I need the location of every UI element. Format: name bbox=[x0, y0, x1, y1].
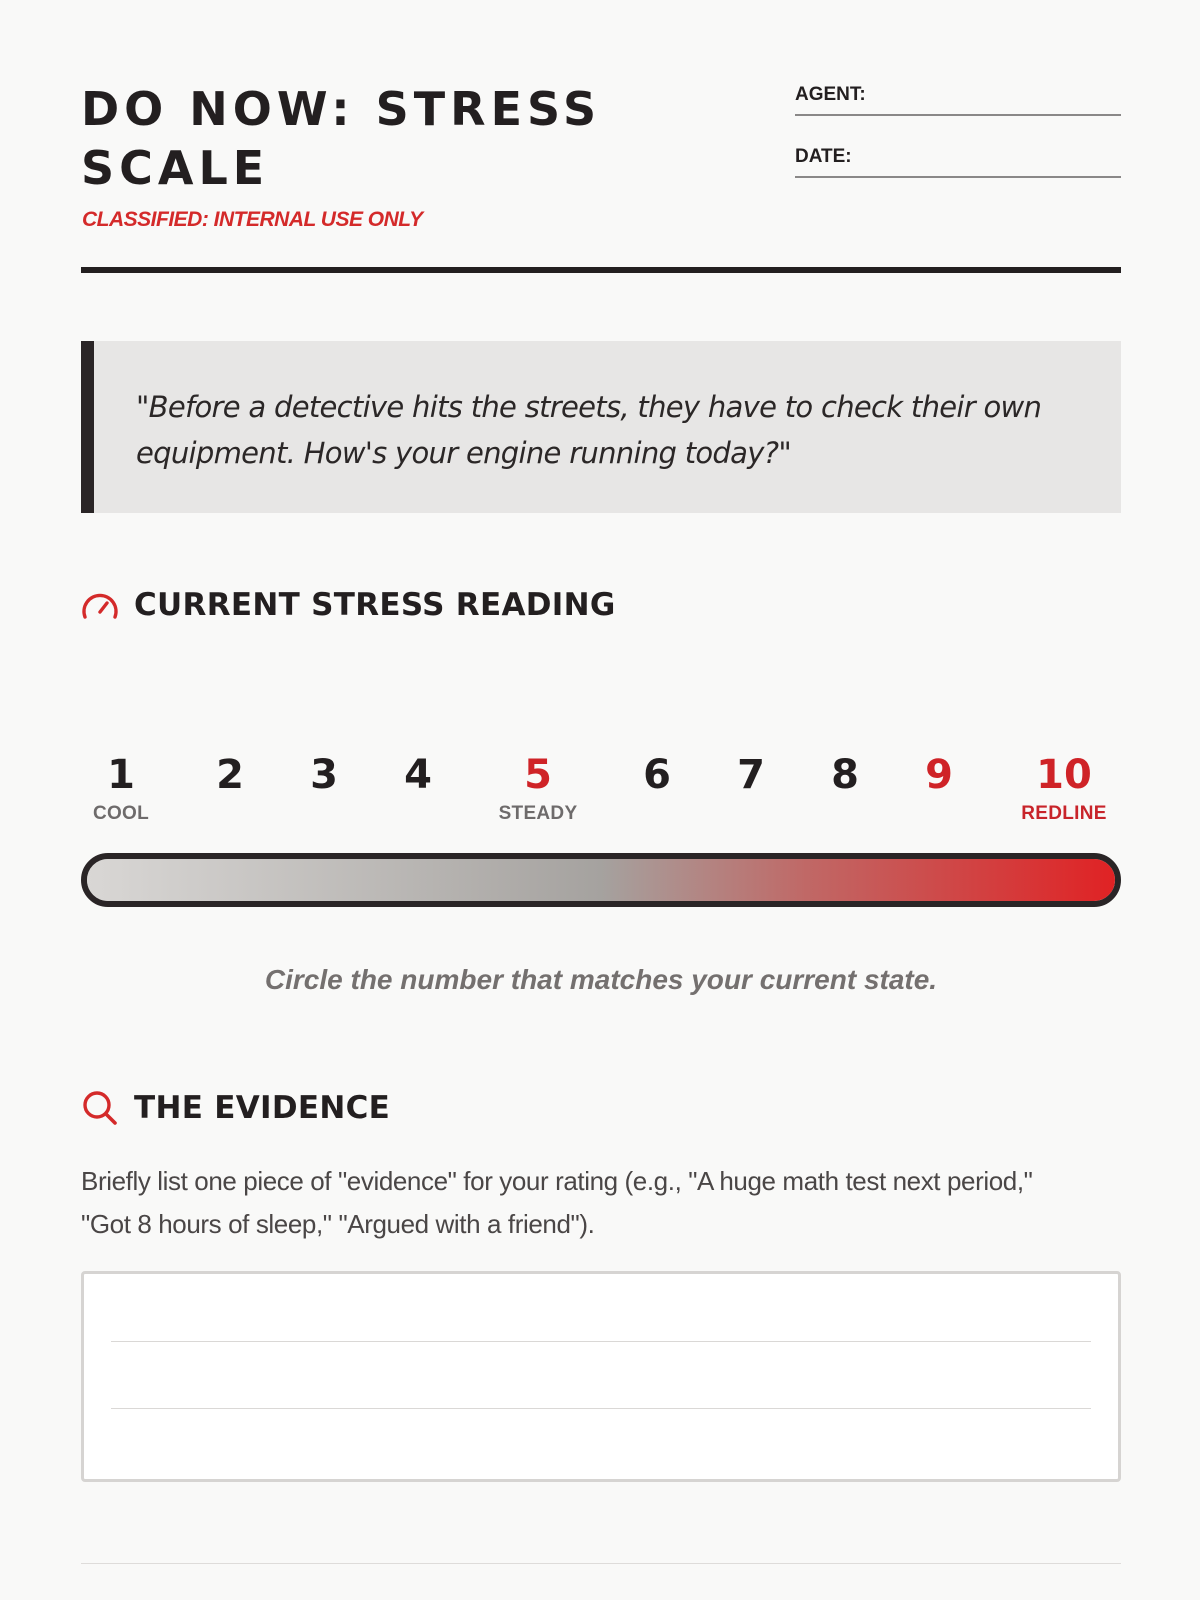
magnifier-icon bbox=[81, 1089, 119, 1127]
evidence-heading bbox=[81, 1088, 390, 1128]
worksheet-header bbox=[81, 80, 1121, 275]
scale-option-4[interactable] bbox=[358, 750, 478, 800]
stress-scale-numbers bbox=[81, 750, 1121, 830]
evidence-prompt: Briefly list one piece of "evidence" for your rating (e.g., "A huge math test next period," "Got 8 hours of sleep," "Argued with a friend"). bbox=[81, 1166, 1033, 1239]
scale-option-9[interactable] bbox=[879, 750, 999, 800]
scale-number: 4 bbox=[404, 752, 432, 798]
scale-caption-cool: COOL bbox=[92, 803, 150, 824]
header-divider bbox=[81, 267, 1121, 273]
quote-text: "Before a detective hits the streets, they have to check their own equipment. How's your engine running today?" bbox=[136, 390, 1042, 470]
scale-option-10[interactable] bbox=[1004, 750, 1124, 826]
agent-field[interactable] bbox=[795, 80, 1121, 116]
scale-caption-steady: STEADY bbox=[498, 803, 578, 824]
footer-divider bbox=[81, 1563, 1121, 1564]
scale-number: 10 bbox=[1036, 752, 1092, 798]
scale-instruction: Circle the number that matches your current state. bbox=[264, 964, 938, 995]
scale-number: 2 bbox=[216, 752, 244, 798]
scale-number: 8 bbox=[831, 752, 859, 798]
scale-number: 6 bbox=[643, 752, 671, 798]
evidence-heading-label: THE EVIDENCE bbox=[134, 1090, 391, 1126]
scale-number: 7 bbox=[737, 752, 765, 798]
scale-caption-redline: REDLINE bbox=[1021, 803, 1107, 824]
scale-option-5[interactable] bbox=[478, 750, 598, 826]
stress-reading-heading-label: CURRENT STRESS READING bbox=[134, 587, 616, 623]
scale-number: 9 bbox=[925, 752, 953, 798]
date-field[interactable] bbox=[795, 142, 1121, 178]
page-title: DO NOW: STRESS SCALE bbox=[81, 82, 602, 195]
scale-number: 5 bbox=[524, 752, 552, 798]
classification-label: CLASSIFIED: INTERNAL USE ONLY bbox=[82, 208, 423, 231]
stress-gauge-fill bbox=[87, 859, 1115, 901]
stress-reading-heading bbox=[81, 585, 616, 625]
answer-line bbox=[111, 1408, 1091, 1409]
agent-date-fields bbox=[795, 80, 1121, 204]
scale-number: 1 bbox=[107, 752, 135, 798]
agent-label: AGENT: bbox=[795, 84, 866, 105]
scale-option-1[interactable] bbox=[61, 750, 181, 826]
gauge-icon bbox=[81, 586, 119, 624]
scale-number: 3 bbox=[310, 752, 338, 798]
evidence-answer-box[interactable] bbox=[81, 1271, 1121, 1482]
date-label: DATE: bbox=[795, 146, 852, 167]
stress-gauge-bar bbox=[81, 853, 1121, 907]
answer-line bbox=[111, 1341, 1091, 1342]
detective-quote bbox=[81, 341, 1121, 513]
